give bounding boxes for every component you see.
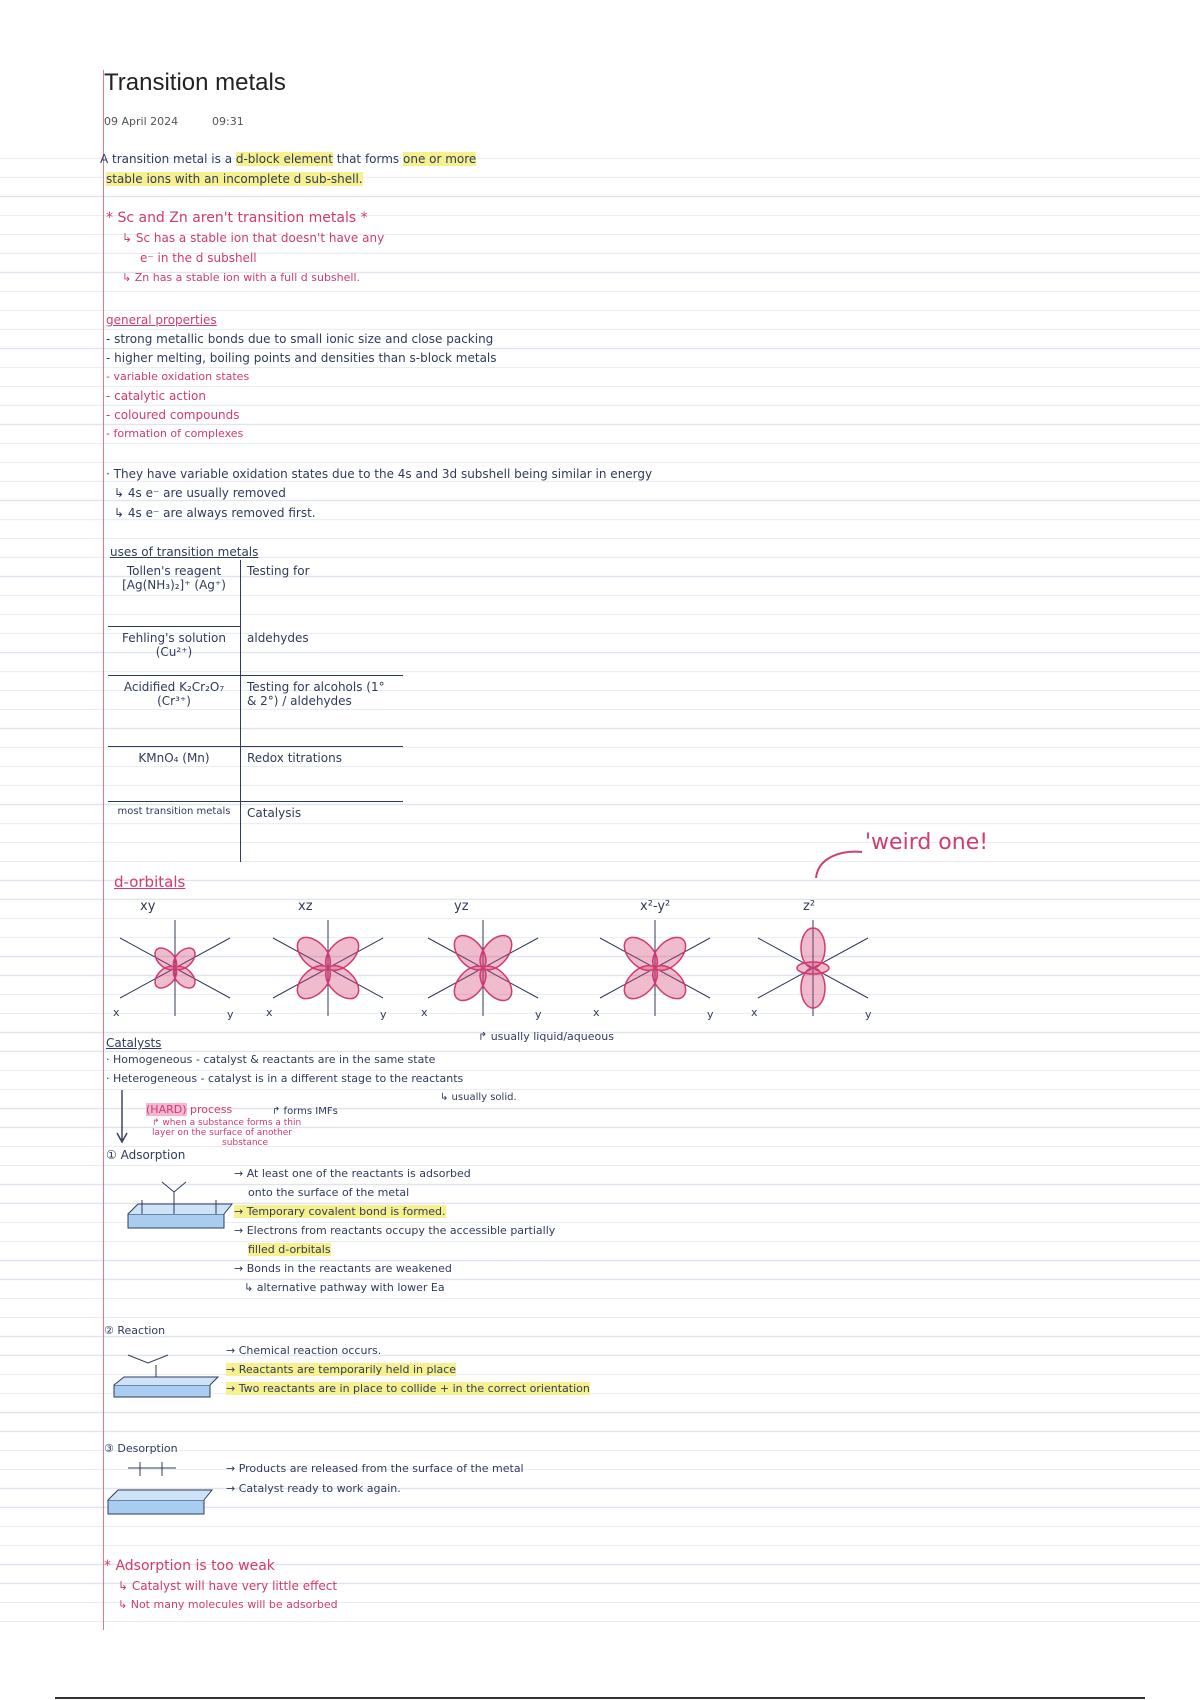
adsorption-line xyxy=(234,1203,446,1221)
oxidation-line: ↳ 4s e⁻ are usually removed xyxy=(114,486,286,500)
weird-arrow-icon xyxy=(810,840,870,880)
table-cell: most transition metals xyxy=(108,802,241,863)
hard-process xyxy=(146,1101,232,1119)
axis-label-x: x xyxy=(421,1006,428,1019)
reaction-line: → Chemical reaction occurs. xyxy=(226,1344,382,1357)
reaction-metal-diagram xyxy=(108,1345,218,1415)
weird-note: 'weird one! xyxy=(865,830,989,855)
axis-label-x: x xyxy=(751,1006,758,1019)
down-arrow-icon xyxy=(114,1088,134,1148)
table-cell: Catalysis xyxy=(247,806,302,820)
weak-heading: * Adsorption is too weak xyxy=(104,1558,275,1574)
exception-sc-cont: e⁻ in the d subshell xyxy=(140,251,257,265)
table-cell: Acidified K₂Cr₂O₇ (Cr³⁺) xyxy=(108,676,241,747)
desorption-line: → Products are released from the surface of the metal xyxy=(226,1462,524,1475)
table-row xyxy=(108,676,403,747)
weak-line: ↳ Not many molecules will be adsorbed xyxy=(118,1598,338,1611)
axis-label-x: x xyxy=(113,1006,120,1019)
adsorption-heading: ① Adsorption xyxy=(106,1148,186,1162)
table-cell: Fehling's solution (Cu²⁺) xyxy=(108,627,241,676)
table-cell: aldehydes xyxy=(241,627,404,676)
page-time: 09:31 xyxy=(212,115,244,128)
definition-text: layer on the surface of another xyxy=(152,1128,292,1138)
table-row xyxy=(108,560,403,627)
orbital-label-x2y2: x²-y² xyxy=(640,899,671,914)
axis-label-x: x xyxy=(266,1006,273,1019)
page-title: Transition metals xyxy=(104,69,286,96)
catalysts-heading: Catalysts xyxy=(106,1036,162,1050)
definition-highlight: d-block element xyxy=(235,152,333,166)
definition-text: substance xyxy=(222,1138,269,1148)
table-row xyxy=(108,627,403,676)
hard-label: (HARD) xyxy=(146,1103,187,1116)
table-cell: Testing for xyxy=(247,564,310,578)
orbital-label-yz: yz xyxy=(454,899,469,914)
general-item: - coloured compounds xyxy=(106,408,240,422)
axis-label-x: x xyxy=(593,1006,600,1019)
desorption-heading: ③ Desorption xyxy=(104,1442,178,1455)
exception-zn: ↳ Zn has a stable ion with a full d subshell. xyxy=(122,271,361,284)
page-date: 09 April 2024 xyxy=(104,115,179,128)
table-cell: Tollen's reagent [Ag(NH₃)₂]⁺ (Ag⁺) xyxy=(108,560,241,627)
general-item: - strong metallic bonds due to small ionic size and close packing xyxy=(106,332,494,346)
table-cell: Testing for alcohols (1° & 2°) / aldehydes xyxy=(241,676,404,747)
reaction-heading: ② Reaction xyxy=(104,1324,166,1337)
table-row xyxy=(108,747,403,802)
table-row xyxy=(108,802,403,863)
definition-text: that forms xyxy=(332,152,403,166)
weak-line: ↳ Catalyst will have very little effect xyxy=(118,1579,338,1593)
highlight: → Temporary covalent bond is formed. xyxy=(234,1205,446,1218)
general-heading: general properties xyxy=(106,313,217,327)
axis-label-y: y xyxy=(707,1008,714,1021)
uses-table xyxy=(108,560,403,862)
definition-highlight: one or more xyxy=(403,152,477,166)
desorption-metal-diagram xyxy=(106,1460,216,1530)
heterogeneous-line: · Heterogeneous - catalyst is in a different stage to the reactants xyxy=(106,1072,464,1085)
catalysts-note: ↱ usually liquid/aqueous xyxy=(478,1030,614,1043)
orbital-label-xy: xy xyxy=(140,899,156,914)
d-orbitals-diagram xyxy=(100,918,1000,1028)
definition-text: A transition metal is a xyxy=(100,152,236,166)
exceptions-heading: * Sc and Zn aren't transition metals * xyxy=(106,210,368,226)
desorption-line: → Catalyst ready to work again. xyxy=(226,1482,401,1495)
catalysts-note: ↳ usually solid. xyxy=(440,1092,517,1103)
adsorption-line: → Electrons from reactants occupy the accessible partially xyxy=(234,1224,556,1237)
table-cell: KMnO₄ (Mn) xyxy=(108,747,241,802)
axis-label-y: y xyxy=(227,1008,234,1021)
page-footer-area xyxy=(0,1630,1200,1700)
adsorption-line xyxy=(248,1241,331,1259)
orbital-label-xz: xz xyxy=(298,899,313,914)
table-cell: Redox titrations xyxy=(241,747,404,802)
adsorption-line: ↳ alternative pathway with lower Ea xyxy=(244,1281,445,1294)
reaction-line xyxy=(226,1361,456,1379)
process-label: process xyxy=(190,1103,233,1116)
exception-sc: ↳ Sc has a stable ion that doesn't have any xyxy=(122,231,385,245)
general-item: - variable oxidation states xyxy=(106,370,250,383)
forms-imfs-note: ↱ forms IMFs xyxy=(272,1106,338,1117)
general-item: - higher melting, boiling points and densities than s-block metals xyxy=(106,351,497,365)
adsorption-line: → Bonds in the reactants are weakened xyxy=(234,1262,452,1275)
general-item: - formation of complexes xyxy=(106,427,244,440)
reaction-line xyxy=(226,1380,590,1398)
homogeneous-line: · Homogeneous - catalyst & reactants are in the same state xyxy=(106,1053,436,1066)
adsorption-metal-diagram xyxy=(122,1170,232,1240)
axis-label-y: y xyxy=(380,1008,387,1021)
orbital-label-z2: z² xyxy=(803,899,816,914)
adsorption-line: onto the surface of the metal xyxy=(248,1186,410,1199)
axis-label-y: y xyxy=(865,1008,872,1021)
definition-line-2 xyxy=(106,170,363,188)
highlight: → Reactants are temporarily held in place xyxy=(226,1363,457,1376)
highlight: → Two reactants are in place to collide + in the correct orientation xyxy=(226,1382,590,1395)
definition-text: ↱ when a substance forms a thin xyxy=(152,1118,302,1128)
uses-heading: uses of transition metals xyxy=(110,545,259,559)
highlight: filled d-orbitals xyxy=(248,1243,331,1256)
adsorption-definition xyxy=(152,1118,301,1148)
definition-highlight: stable ions with an incomplete d sub-shell. xyxy=(106,172,363,186)
oxidation-line: · They have variable oxidation states due to the 4s and 3d subshell being similar in energy xyxy=(106,467,653,481)
page-bottom-rule xyxy=(55,1697,1145,1699)
oxidation-line: ↳ 4s e⁻ are always removed first. xyxy=(114,506,316,520)
adsorption-line: → At least one of the reactants is adsorbed xyxy=(234,1167,471,1180)
orbitals-heading: d-orbitals xyxy=(114,873,186,891)
margin-line xyxy=(103,70,104,1630)
general-item: - catalytic action xyxy=(106,389,206,403)
orbital-ring xyxy=(797,962,829,974)
definition-line-1 xyxy=(100,150,476,168)
axis-label-y: y xyxy=(535,1008,542,1021)
